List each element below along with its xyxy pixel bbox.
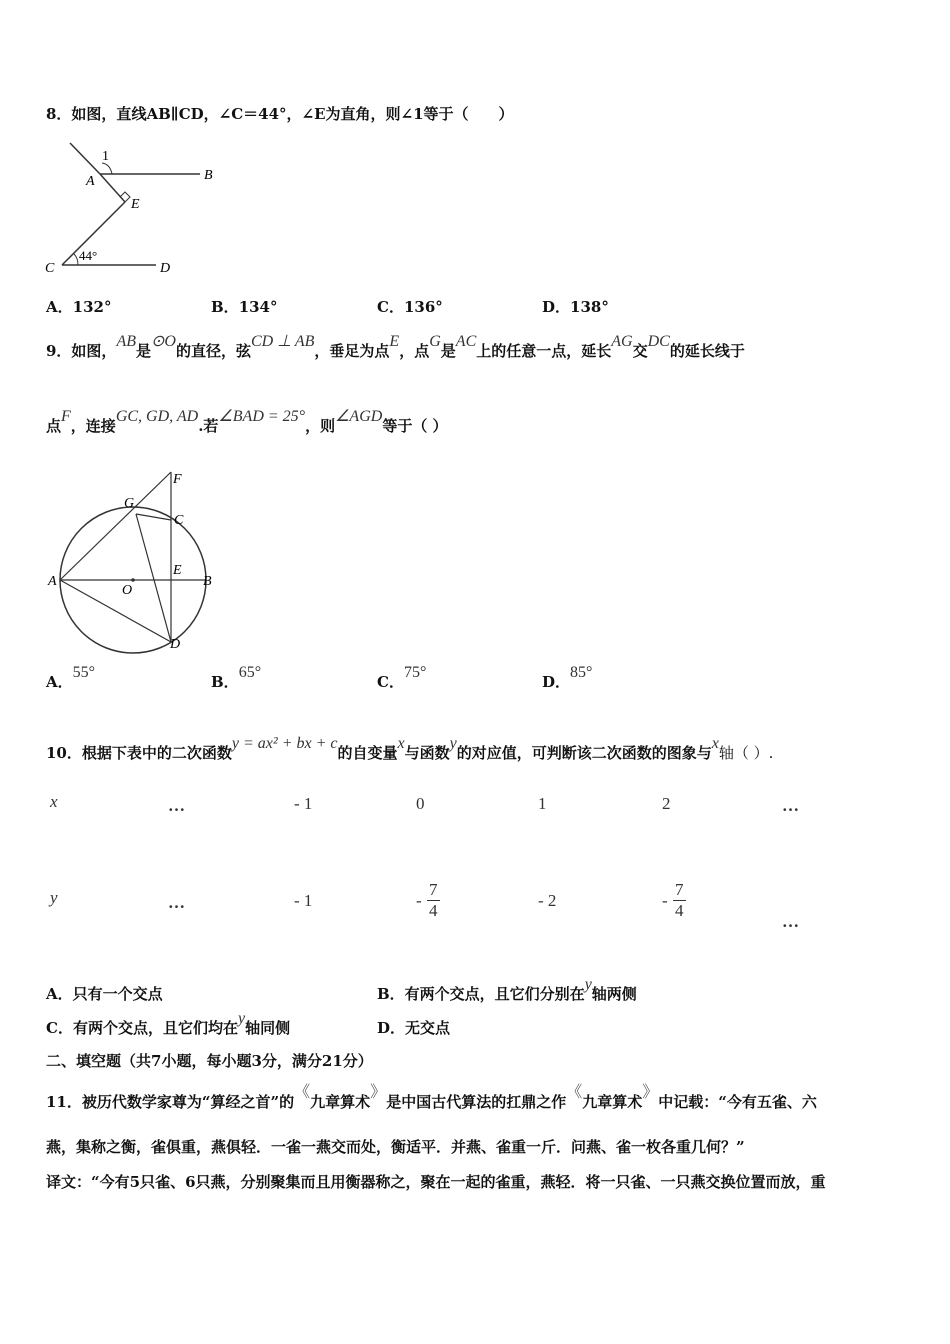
- q8-figure: [40, 138, 230, 278]
- q9-option-a[interactable]: [46, 664, 96, 692]
- math-x: x: [397, 735, 405, 752]
- table-x-cell: 2: [662, 794, 671, 813]
- q8-label-D: D: [160, 261, 171, 276]
- table-y-cell: - 1: [294, 891, 313, 910]
- fraction-denominator: 4: [675, 901, 684, 920]
- q10-option-c[interactable]: [46, 1010, 291, 1038]
- text: 轴同侧: [245, 1019, 291, 1037]
- text: 11．被历代数学家尊为“算经之首”的: [46, 1093, 295, 1111]
- q9-label-D: D: [170, 637, 181, 652]
- math-CD-perp-AB: CD ⊥ AB: [250, 333, 315, 350]
- math-G: G: [429, 333, 441, 350]
- table-x-cell: - 1: [294, 794, 313, 813]
- text: 上的任意一点，延长: [476, 342, 612, 360]
- q9-figure: [40, 462, 230, 657]
- math-F: F: [61, 408, 71, 425]
- book-mark: 《: [294, 1084, 311, 1101]
- math-DC: DC: [647, 333, 670, 350]
- q11-line1: [46, 1084, 817, 1112]
- text: 是: [135, 342, 151, 360]
- text: 中记载：“今有五雀、六: [658, 1093, 817, 1111]
- text: 的对应值，可判断该二次函数的图象与: [456, 744, 712, 762]
- text: 是: [440, 342, 456, 360]
- fraction-denominator: 4: [429, 901, 438, 920]
- text: 的直径，弦: [175, 342, 251, 360]
- book-title: 九章算术: [582, 1093, 643, 1111]
- math-angle-BAD: ∠BAD = 25°: [218, 408, 306, 425]
- option-value: 136°: [403, 298, 443, 316]
- table-y-fraction: [673, 880, 686, 921]
- table-x-label: x: [50, 792, 58, 811]
- option-value: 75°: [403, 664, 427, 681]
- math-y: y: [237, 1010, 246, 1027]
- text: 10．根据下表中的二次函数: [46, 744, 232, 762]
- fraction-numerator: 7: [429, 880, 438, 899]
- q11-line3: 译文：“今有5只雀、6只燕，分别聚集而且用衡器称之，聚在一起的雀重，燕轻．将一只雀、一只燕交换位置而放，重: [46, 1173, 826, 1191]
- text: 等于（ ）: [382, 417, 448, 435]
- math-AB: AB: [116, 333, 136, 350]
- math-circle-O: ⊙O: [151, 333, 176, 350]
- table-x-cell: …: [168, 796, 185, 815]
- table-y-sign: -: [662, 891, 668, 910]
- option-value: 85°: [570, 664, 593, 681]
- q9-label-E: E: [173, 563, 182, 578]
- q9-label-O: O: [122, 583, 133, 598]
- table-x-cell: …: [782, 796, 799, 815]
- q8-label-C: C: [45, 261, 55, 276]
- option-letter: D．: [542, 673, 571, 691]
- option-value: 65°: [238, 664, 262, 681]
- text: 轴（ ）.: [718, 744, 774, 762]
- text: 的延长线于: [669, 342, 745, 360]
- q9-label-G: G: [124, 496, 135, 511]
- text: C．有两个交点，且它们均在: [46, 1019, 238, 1037]
- text: 与函数: [404, 744, 450, 762]
- q8-label-A: A: [86, 174, 95, 189]
- math-AC: AC: [455, 333, 477, 350]
- math-x: x: [711, 735, 719, 752]
- option-letter: D．: [542, 298, 571, 316]
- q10-option-a[interactable]: A．只有一个交点: [46, 985, 163, 1003]
- book-title: 九章算术: [310, 1093, 371, 1111]
- table-x-cell: 0: [416, 794, 425, 813]
- q8-option-a[interactable]: [46, 296, 111, 317]
- math-AG: AG: [611, 333, 633, 350]
- section-title: 二、填空题（共7小题，每小题3分，满分21分）: [46, 1052, 373, 1070]
- q8-stem: 8．如图，直线AB∥CD，∠C＝44°，∠E为直角，则∠1等于（ ）: [46, 105, 514, 123]
- option-value: 132°: [72, 298, 112, 316]
- book-mark: 《: [566, 1084, 583, 1101]
- q10-option-d[interactable]: D．无交点: [377, 1019, 451, 1037]
- math-y: y: [584, 976, 592, 993]
- q9-label-C: C: [174, 513, 184, 528]
- table-y-fraction: [427, 880, 440, 921]
- text: ，垂足为点: [314, 342, 390, 360]
- option-value: 134°: [238, 298, 278, 316]
- math-angle-AGD: ∠AGD: [335, 408, 383, 425]
- table-y-cell: …: [168, 893, 185, 912]
- option-value: 55°: [72, 664, 96, 681]
- table-y-label: y: [50, 888, 58, 907]
- q9-label-A: A: [48, 574, 57, 589]
- q9-label-B: B: [203, 574, 212, 589]
- q8-label-1: 1: [102, 149, 109, 164]
- fraction-numerator: 7: [675, 880, 684, 899]
- text: .若: [198, 417, 219, 435]
- book-mark: 》: [642, 1084, 659, 1101]
- q9-option-b[interactable]: [211, 664, 262, 692]
- text: ，则: [305, 417, 336, 435]
- q8-label-B: B: [204, 168, 213, 183]
- q9-label-F: F: [173, 472, 182, 487]
- q9-option-d[interactable]: [542, 664, 593, 692]
- math-y: y: [449, 735, 457, 752]
- table-y-sign: -: [416, 891, 422, 910]
- text: 是中国古代算法的扛鼎之作: [386, 1093, 567, 1111]
- q10-stem: [46, 735, 774, 763]
- q9-stem-line1: [46, 333, 745, 361]
- q8-option-d[interactable]: [542, 296, 609, 317]
- math-E: E: [389, 333, 400, 350]
- option-value: 138°: [570, 298, 609, 316]
- option-letter: B．: [211, 298, 239, 316]
- text: 轴两侧: [591, 985, 637, 1003]
- math-quadratic-function: y = ax² + bx + c: [231, 735, 338, 752]
- text: 点: [46, 417, 62, 435]
- text: 9．如图，: [46, 342, 117, 360]
- text: ，点: [399, 342, 430, 360]
- option-letter: C．: [377, 298, 404, 316]
- table-y-cell: - 2: [538, 891, 557, 910]
- text: 的自变量: [337, 744, 398, 762]
- table-x-cell: 1: [538, 794, 547, 813]
- q8-option-c[interactable]: [377, 296, 443, 317]
- table-y-cell: …: [782, 912, 799, 931]
- q11-line2: 燕，集称之衡，雀俱重，燕俱轻．一雀一燕交而处，衡适平．并燕、雀重一斤．问燕、雀一枚各重几何？”: [46, 1138, 745, 1156]
- option-letter: C．: [377, 673, 404, 691]
- q10-option-b[interactable]: [377, 976, 637, 1004]
- q8-label-angle: 44°: [79, 248, 98, 263]
- q8-label-E: E: [131, 197, 140, 212]
- option-letter: B．: [211, 673, 239, 691]
- q8-option-b[interactable]: [211, 296, 278, 317]
- text: 交: [632, 342, 648, 360]
- option-letter: A．: [46, 673, 73, 691]
- text: B．有两个交点，且它们分别在: [377, 985, 585, 1003]
- math-segments: GC, GD, AD: [115, 408, 199, 425]
- text: ，连接: [70, 417, 116, 435]
- book-mark: 》: [370, 1084, 387, 1101]
- option-letter: A．: [46, 298, 73, 316]
- q9-option-c[interactable]: [377, 664, 427, 692]
- q9-stem-line2: [46, 408, 448, 436]
